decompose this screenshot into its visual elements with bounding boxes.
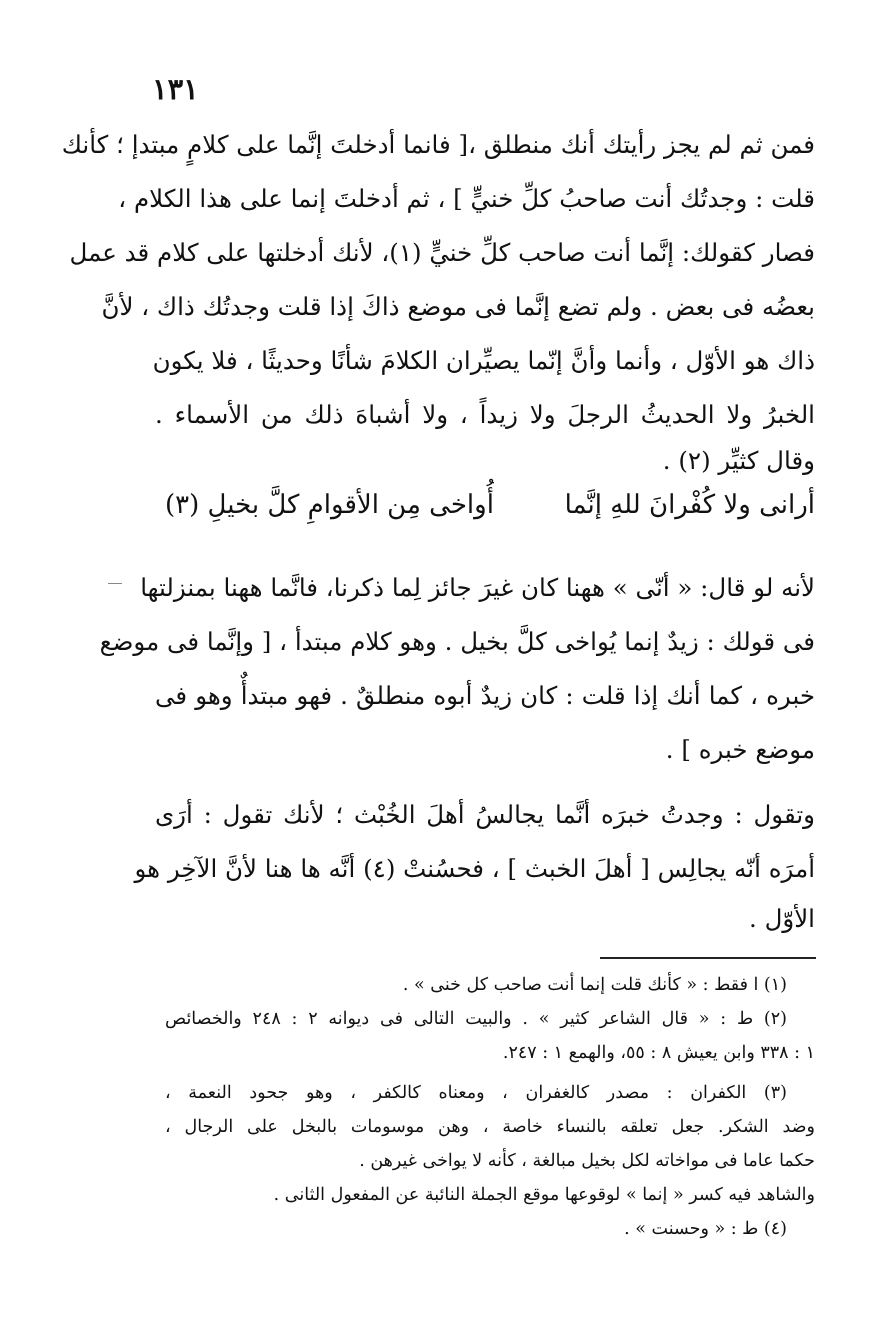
footnote-line: والشاهد فيه كسر « إنما » لوقوعها موقع الجملة النائبة عن المفعول الثانى . [273,1185,815,1205]
paragraph-2-line: لأنه لو قال: « أنّى » ههنا كان غيرَ جائز لِما ذكرنا، فانَّما ههنا بمنزلتها [140,573,815,602]
footnote-line: (٤) ط : « وحسنت » . [624,1219,787,1239]
margin-mark [108,583,122,584]
footnote-separator [600,957,816,959]
footnote-line: (٢) ط : « قال الشاعر كثير » . والبيت التالى فى ديوانه ٢ : ٢٤٨ والخصائص [165,1009,787,1029]
footnote-line: وضد الشكر. جعل تعلقه بالنساء خاصة ، وهن موسومات بالبخل على الرجال ، [165,1117,815,1137]
paragraph-1-line: فصار كقولك: إنَّما أنت صاحب كلِّ خنيٍّ (١)، لأنك أدخلتها على كلام قد عمل [69,238,815,267]
paragraph-1-line: ذاك هو الأوّل ، وأنما وأنَّ إنّما يصيِّران الكلامَ شأنًا وحديثًا ، فلا يكون [152,346,815,375]
paragraph-3-line: وتقول : وجدتُ خبرَه أنَّما يجالسُ أهلَ الخُبْث ؛ لأنك تقول : أرَى [155,800,815,829]
paragraph-1-line: الخبرُ ولا الحديثُ الرجلَ ولا زيداً ، ولا أشباهَ ذلك من الأسماء . [155,400,815,429]
footnote-line: (١) ا فقط : « كأنك قلت إنما أنت صاحب كل خنى » . [402,975,787,995]
paragraph-2-line: فى قولك : زيدٌ إنما يُواخى كلَّ بخيل . وهو كلام مبتدأ ، [ وإنَّما فى موضع [99,627,815,656]
paragraph-1 [61,130,815,480]
paragraph-1-line: قلت : وجدتُك أنت صاحبُ كلِّ خنيٍّ ] ، ثم أدخلتَ إنما على هذا الكلام ، [118,184,815,213]
page-number: ١٣١ [152,72,199,106]
paragraph-2 [99,573,815,773]
paragraph-3 [134,800,815,940]
paragraph-2-line: خبره ، كما أنك إذا قلت : كان زيدٌ أبوه منطلقٌ . فهو مبتدأٌ وهو فى [155,681,815,710]
paragraph-1-line: فمن ثم لم يجز رأيتك أنك منطلق ،[ فانما أدخلتَ إنَّما على كلامٍ مبتدإ ؛ كأنك [61,130,815,159]
paragraph-2-line: موضع خبره ] . [665,735,815,764]
paragraph-3-line: أمرَه أنّه يجالِس [ أهلَ الخبث ] ، فحسُنتْ (٤) أنَّه ها هنا لأنَّ الآخِر هو [134,854,815,883]
footnote-line: (٣) الكفران : مصدر كالغفران ، ومعناه كالكفر ، وهو جحود النعمة ، [165,1083,787,1103]
paragraph-1-line: بعضُه فى بعض . ولم تضع إنَّما فى موضع ذاكَ إذا قلت وجدتُك ذاك ، لأنَّ [101,292,815,321]
footnote-line: ١ : ٣٣٨ وابن يعيش ٨ : ٥٥، والهمع ١ : ٢٤٧. [502,1043,815,1063]
verse-first-hemistich: أرانى ولا كُفْرانَ للهِ إنَّما [564,490,815,520]
footnotes [165,975,815,1295]
footnote-line: حكما عاما فى مواخاته لكل بخيل مبالغة ، كأنه لا يواخى غيرهن . [359,1151,815,1171]
verse-second-hemistich: أُواخى مِن الأقوامِ كلَّ بخيلِ (٣) [165,490,494,520]
paragraph-3-line: الأوّل . [749,904,815,933]
paragraph-1-line: وقال كثيِّر (٢) . [662,446,815,475]
